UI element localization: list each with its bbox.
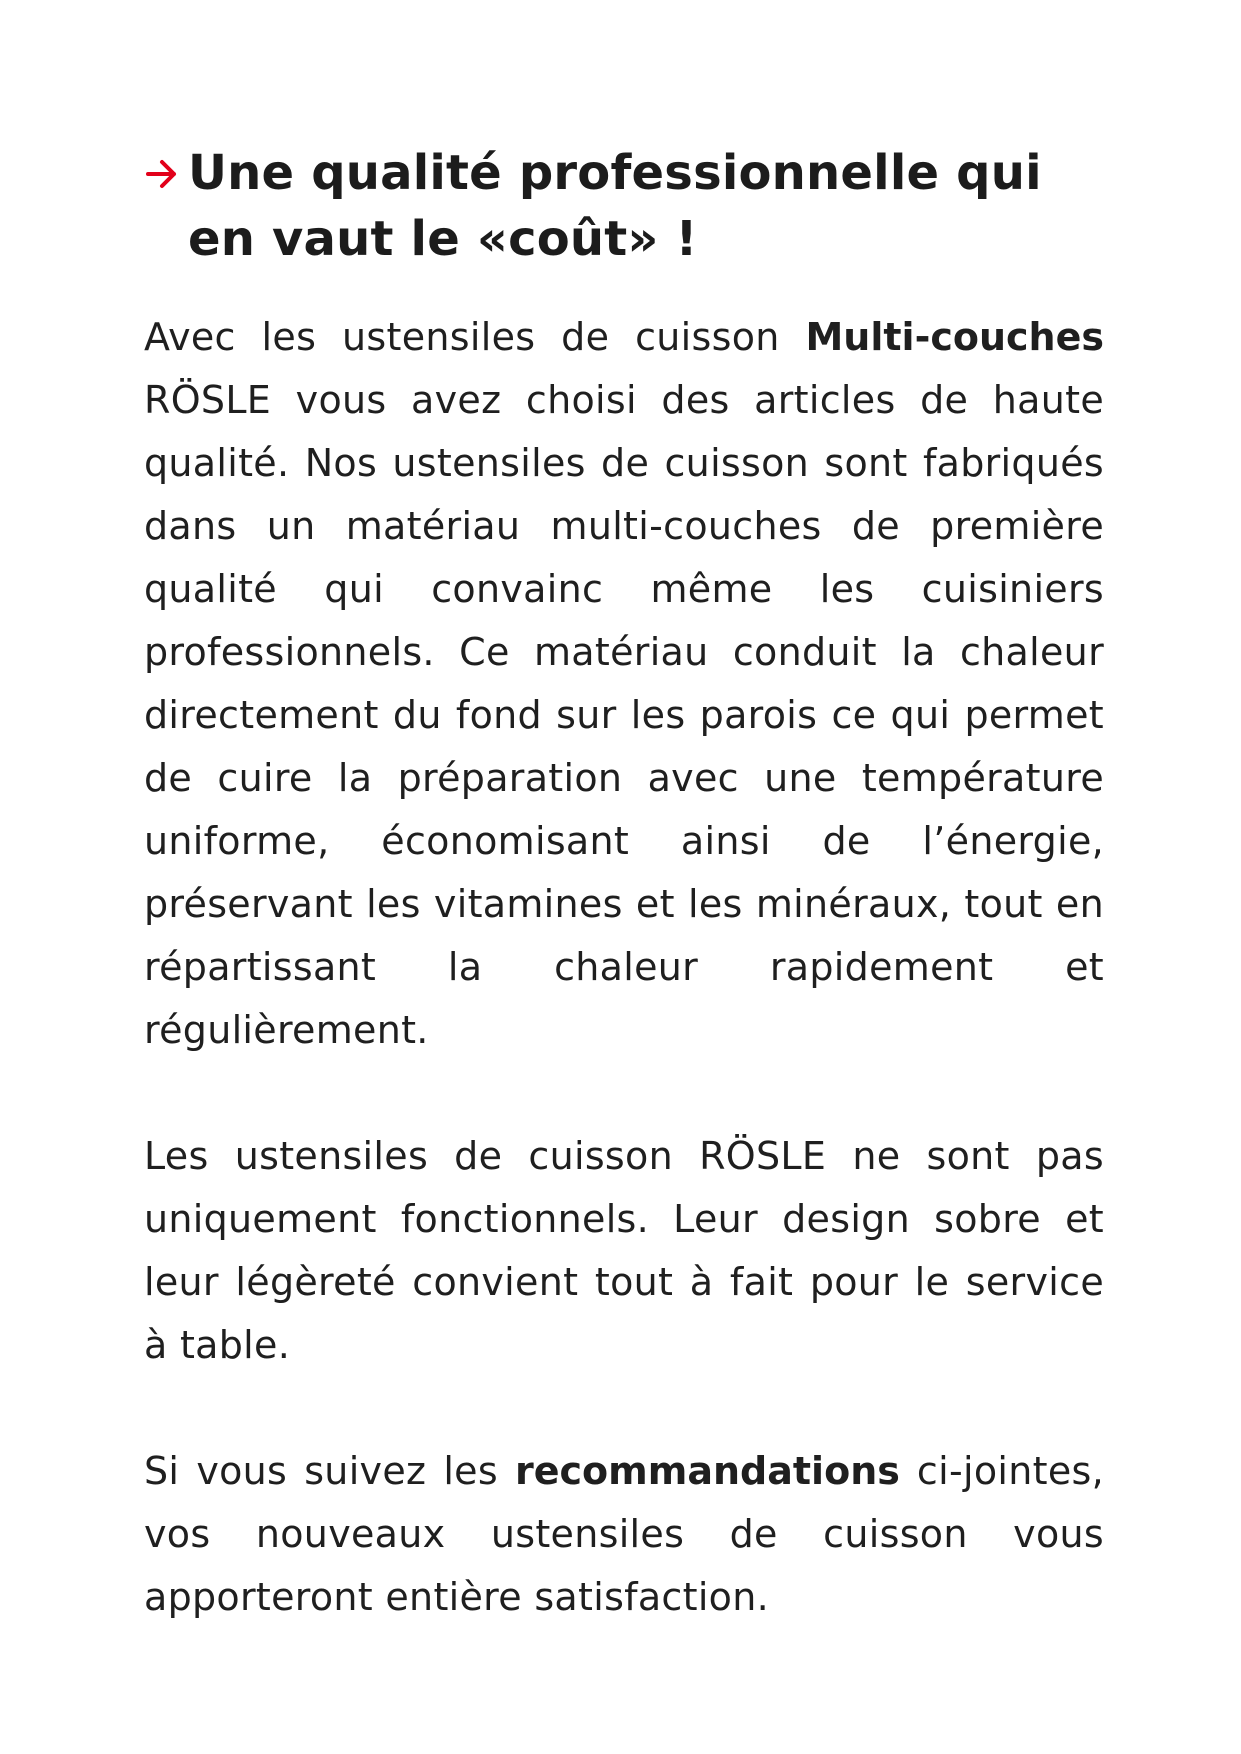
- paragraph-intro-rest: RÖSLE vous avez choisi des articles de haute qualité. Nos ustensiles de cuisson sont fabriqués dans un matériau multi-couches de première qualité qui convainc même les cuisiniers professionnels. Ce matériau conduit la chaleur directement du fond sur les parois ce qui permet de cuire la préparation avec une température uniforme, économisant ainsi de l’énergie, préservant les vitamines et les minéraux, tout en répartissant la chaleur rapidement et régulièrement.: [144, 378, 1104, 1052]
- document-page: [144, 140, 1104, 1629]
- section-heading: [144, 140, 1104, 272]
- paragraph-intro: [144, 306, 1104, 1062]
- heading-text: Une qualité professionnelle qui en vaut le «coût» !: [188, 145, 1042, 267]
- paragraph-design: Les ustensiles de cuisson RÖSLE ne sont pas uniquement fonctionnels. Leur design sobre et leur légèreté convient tout à fait pour le service à table.: [144, 1134, 1104, 1367]
- paragraph-recommendations-bold: recommandations: [515, 1449, 900, 1493]
- paragraph-recommendations-start: Si vous suivez les: [144, 1449, 516, 1493]
- paragraph-intro-bold: Multi-couches: [805, 315, 1104, 359]
- paragraph-recommendations: [144, 1440, 1104, 1629]
- paragraph-recommendations-rest: ci-jointes, vos nouveaux ustensiles de cuisson vous apporteront entière satisfaction.: [144, 1449, 1104, 1619]
- arrow-right-icon: [144, 154, 180, 194]
- paragraph-intro-start: Avec les ustensiles de cuisson: [144, 315, 806, 359]
